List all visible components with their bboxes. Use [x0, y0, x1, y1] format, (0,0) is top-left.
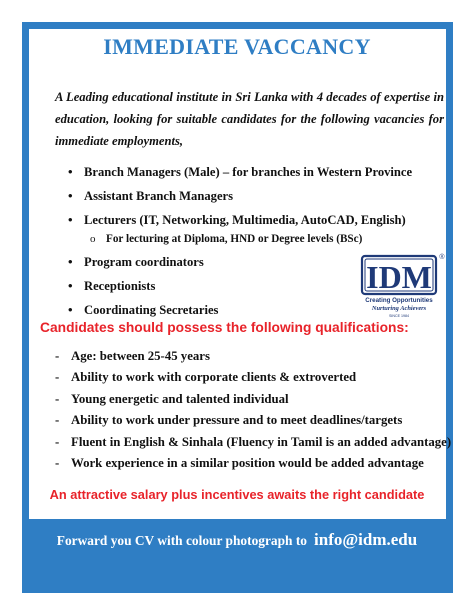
- qualification-item: - Work experience in a similar position would be added advantage: [55, 453, 451, 474]
- qualification-item: - Age: between 25-45 years: [55, 346, 451, 367]
- lecturer-subitem: o For lecturing at Diploma, HND or Degree levels (BSc): [68, 230, 412, 248]
- qualification-item: - Young energetic and talented individual: [55, 389, 451, 410]
- page-title: IMMEDIATE VACCANCY: [103, 34, 371, 59]
- logo-since: SINCE 1984: [389, 314, 409, 318]
- idm-logo: [356, 250, 448, 320]
- qualification-item: - Fluent in English & Sinhala (Fluency in Tamil is an added advantage): [55, 432, 451, 453]
- logo-tagline-1: Creating Opportunities: [365, 297, 433, 304]
- footer-text: [0, 530, 474, 550]
- intro-paragraph: A Leading educational institute in Sri Lanka with 4 decades of expertise in education, looking for suitable candidates for the following vacancies for immediate employments,: [55, 90, 444, 148]
- logo-tagline-2: Nurturing Achievers: [371, 305, 427, 312]
- logo-registered-mark: ®: [439, 254, 445, 261]
- salary-line: An attractive salary plus incentives awaits the right candidate: [49, 487, 425, 502]
- vacancy-item: • Receptionists: [68, 274, 412, 298]
- qualifications-list: [55, 346, 451, 474]
- footer-lead: Forward you CV with colour photograph to: [56, 533, 308, 548]
- vacancy-item: • Lecturers (IT, Networking, Multimedia, AutoCAD, English): [68, 208, 412, 232]
- qualification-item: - Ability to work under pressure and to meet deadlines/targets: [55, 410, 451, 431]
- logo-text: IDM: [366, 259, 432, 295]
- qualification-item: - Ability to work with corporate clients & extroverted: [55, 367, 451, 388]
- vacancy-item: • Program coordinators: [68, 250, 412, 274]
- vacancy-item: • Coordinating Secretaries: [68, 298, 412, 322]
- qualifications-heading: Candidates should possess the following qualifications:: [40, 320, 409, 335]
- footer-email: info@idm.edu: [314, 530, 418, 549]
- vacancy-item: • Assistant Branch Managers: [68, 184, 412, 208]
- vacancy-item: • Branch Managers (Male) – for branches in Western Province: [68, 160, 412, 184]
